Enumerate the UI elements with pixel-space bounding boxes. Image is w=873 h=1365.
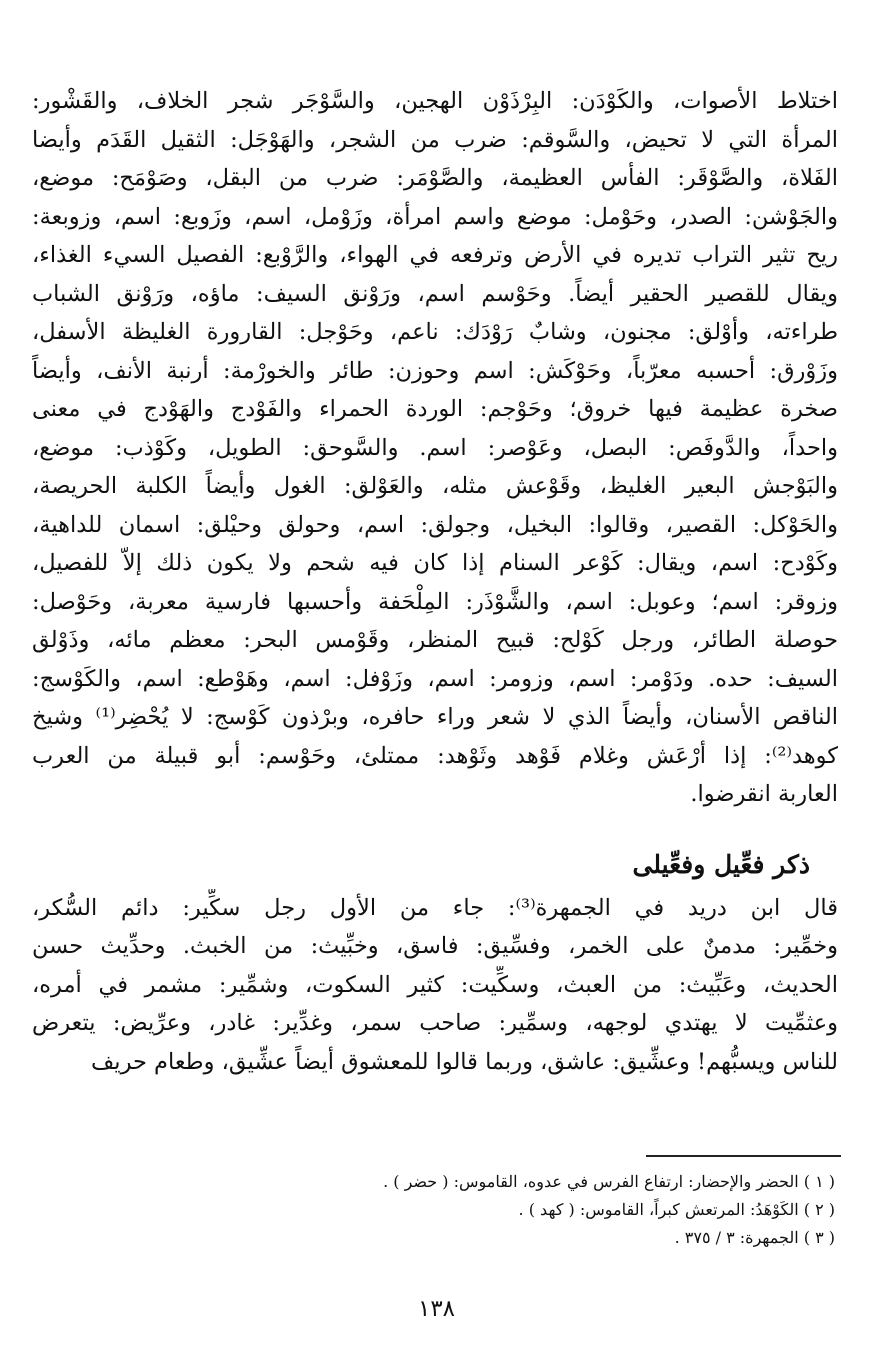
paragraph-1-line: والبَوْجش البعير الغليظ، وقَوْعش مثله، والعَوْلق: الغول وأيضاً الكلبة الحريصة، (32, 473, 838, 499)
page-body (32, 82, 838, 1081)
paragraph-1-line: الفَلاة، والصَّوْقَر: الفأس العظيمة، والصَّوْمَر: ضرب من البقل، وصَوْمَح: موضع، (32, 165, 838, 191)
paragraph-1-line: ويقال للقصير الحقير أيضاً. وحَوْسم اسم، ورَوْنق السيف: ماؤه، ورَوْنق الشباب (32, 280, 838, 307)
paragraph-1-line: والجَوْشن: الصدر، وحَوْمل: موضع واسم امرأة، وزَوْمل، اسم، وزَوبع: اسم، وزوبعة: (32, 203, 838, 230)
paragraph-1-line: وزوقر: اسم؛ وعوبل: اسم، والشَّوْذَر: المِلْحَفة وأحسبها فارسية معربة، وحَوْصل: (32, 588, 838, 615)
paragraph-1-line: والحَوْكل: القصير، وقالوا: البخيل، وجولق: اسم، وحولق وحيْلق: اسمان للداهية، (32, 511, 838, 538)
footnote-2: ( ٢ ) الكَوْهَدُ: المرتعش كبراً، القاموس: ( كهد ) . (518, 1200, 835, 1219)
paragraph-1-line: اختلاط الأصوات، والكَوْدَن: البِرْذَوْن الهجين، والسَّوْجَر شجر الخلاف، والقَشْور: (32, 88, 838, 114)
paragraph-1-line: طراءته، وأوْلق: مجنون، وشابٌ رَوْدَك: ناعم، وحَوْجل: القارورة الغليظة الأسفل، (32, 319, 838, 345)
paragraph-2 (32, 889, 838, 1082)
paragraph-2-line: وخمِّير: مدمنٌ على الخمر، وفسِّيق: فاسق، وخبِّيث: من الخبث. وحدِّيث حسن (32, 933, 838, 959)
paragraph-1-line: وكَوْدح: اسم، ويقال: كَوْعر السنام إذا كان فيه شحم ولا يكون ذلك إلاّ للفصيل، (32, 550, 838, 576)
paragraph-1-line: العاربة انقرضوا. (690, 781, 838, 807)
paragraph-2-line: وعثمِّيت لا يهتدي لوجهه، وسمِّير: صاحب سمر، وغدِّير: غادر، وعرِّيض: يتعرض (32, 1010, 838, 1036)
paragraph-2-line: للناس ويسبُّهم! وعشِّيق: عاشق، وربما قالوا للمعشوق أيضاً عشِّيق، وطعام حريف (91, 1048, 838, 1075)
paragraph-1-line: المرأة التي لا تحيض، والسَّوقم: ضرب من الشجر، والهَوْجَل: الثقيل القَدَم وأيضا (32, 126, 838, 153)
paragraph-1 (32, 82, 838, 814)
paragraph-1-line: كوهد⁽²⁾: إذا أرْعَش وغلام فَوْهد وثَوْهد: ممتلئ، وحَوْسم: أبو قبيلة من العرب (32, 742, 838, 769)
section-heading: ذكر فعِّيل وفعِّيلى (632, 849, 810, 879)
footnote-1: ( ١ ) الحضر والإحضار: ارتفاع الفرس في عدوه، القاموس: ( حضر ) . (383, 1172, 835, 1191)
footnote-3: ( ٣ ) الجمهرة: ٣ / ٣٧٥ . (674, 1228, 835, 1247)
paragraph-1-line: ريح تثير التراب تديره في الأرض وترفعه في الهواء، والرَّوْبع: الفصيل السيء الغذاء، (32, 242, 838, 268)
paragraph-1-line: وزَوْرق: أحسبه معرّباً، وحَوْكَش: اسم وحوزن: طائر والخورْمة: أرنبة الأنف، وأيضاً (32, 357, 838, 384)
paragraph-1-line: السيف: حده. ودَوْمر: اسم، وزومر: اسم، وزَوْفل: اسم، وهَوْطع: اسم، والكَوْسج: (32, 665, 838, 692)
page-number: ١٣٨ (417, 1296, 456, 1322)
paragraph-2-line: قال ابن دريد في الجمهرة⁽³⁾: جاء من الأول رجل سكِّير: دائم السُّكر، (32, 894, 838, 921)
paragraph-1-line: واحداً، والدَّوفَص: البصل، وعَوْصر: اسم. والسَّوحق: الطويل، وكَوْذب: موضع، (32, 434, 838, 461)
paragraph-1-line: حوصلة الطائر، ورجل كَوْلح: قبيح المنظر، وقَوْمس البحر: معظم مائه، وذَوْلق (32, 627, 838, 653)
footnotes (45, 1168, 835, 1252)
paragraph-1-line: صخرة عظيمة فيها خروق؛ وحَوْجم: الوردة الحمراء والفَوْدج والهَوْدج في معنى (32, 396, 838, 422)
paragraph-1-line: الناقص الأسنان، وأيضاً الذي لا شعر وراء حافره، وبرْذون كَوْسج: لا يُحْضِر⁽¹⁾ وشيخ (32, 704, 838, 730)
paragraph-2-line: الحديث، وعَبِّيث: من العبث، وسكِّيت: كثير السكوت، وشمِّير: مشمر في أمره، (32, 971, 838, 998)
footnote-separator (646, 1155, 841, 1157)
